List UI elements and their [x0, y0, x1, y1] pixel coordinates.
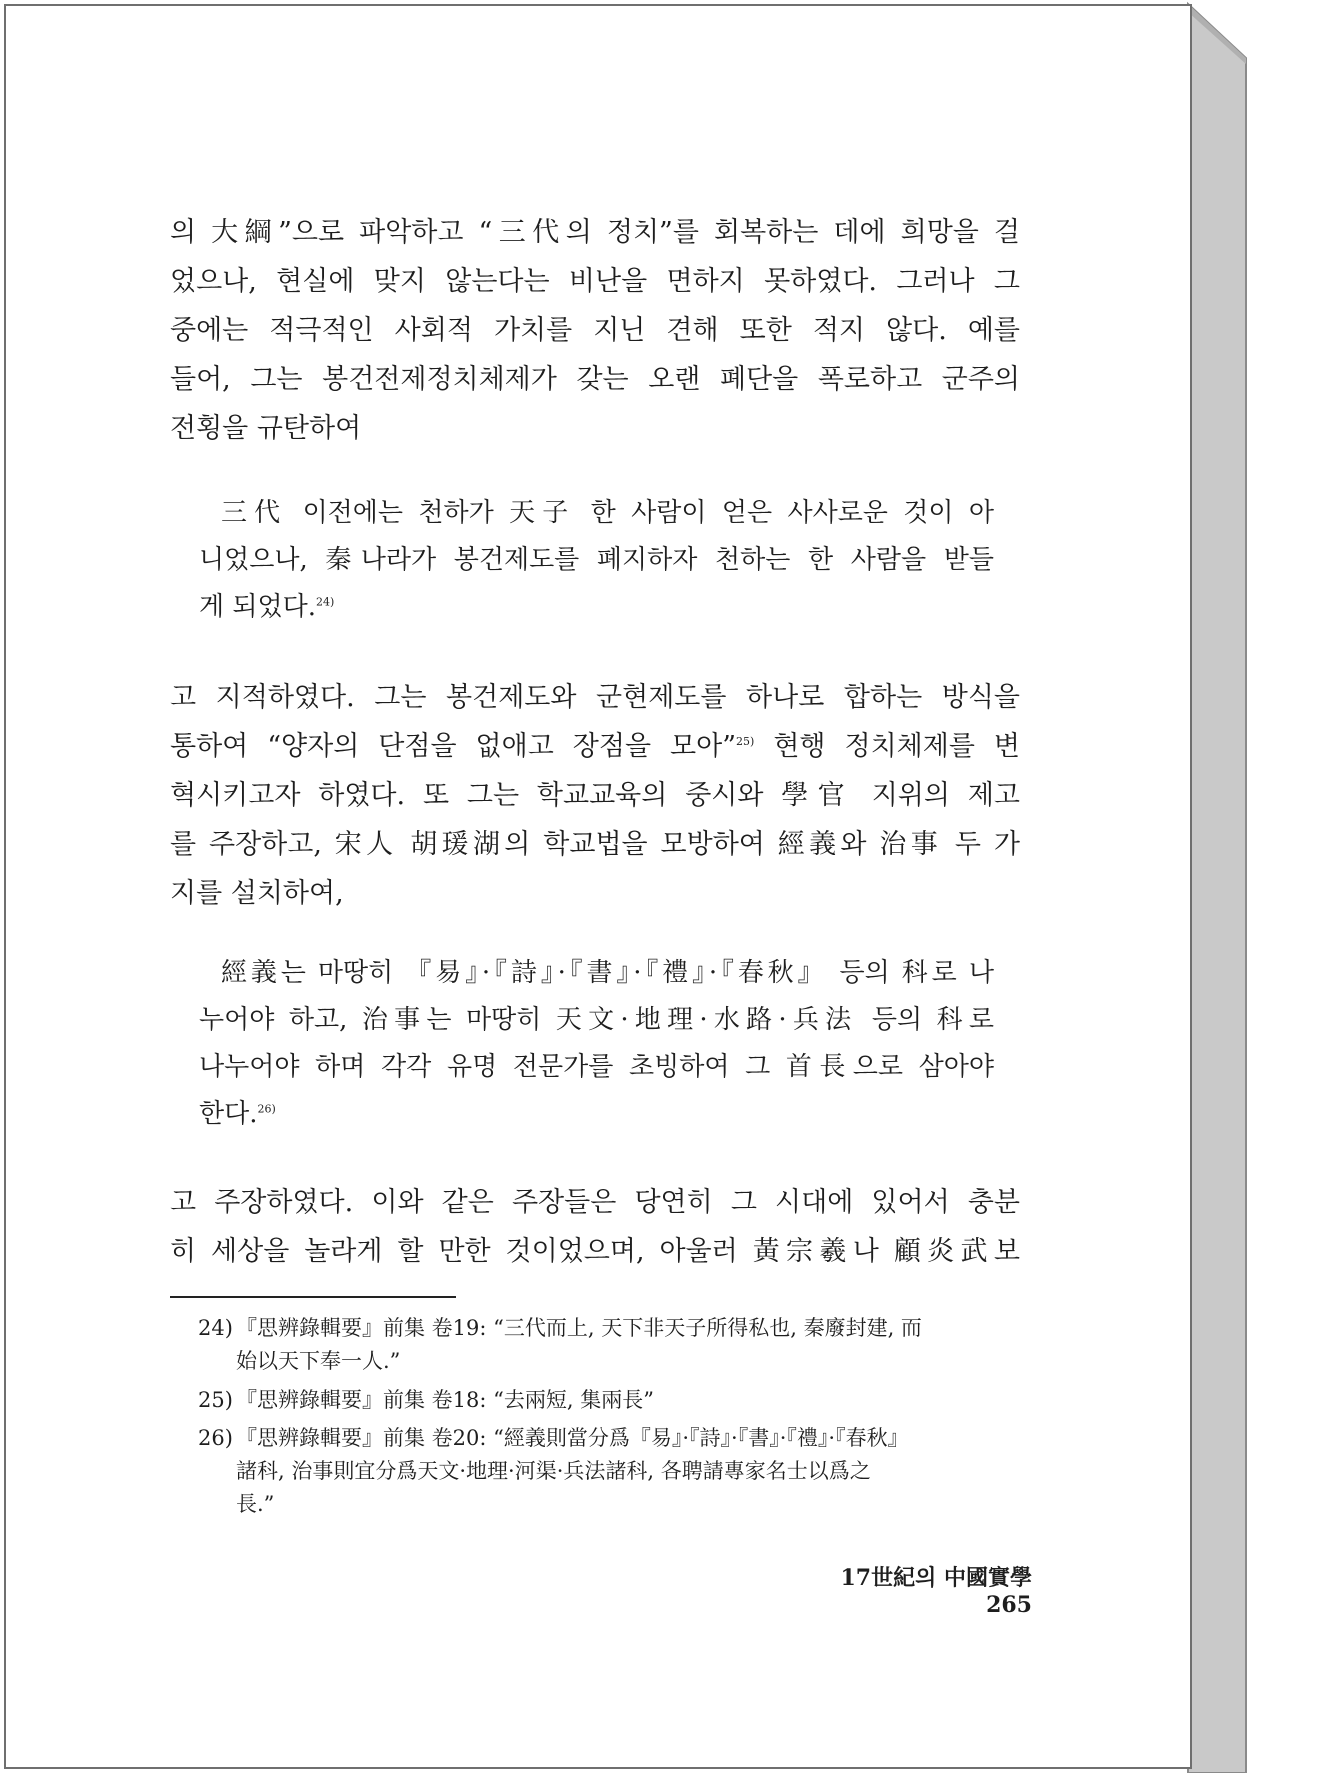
footnote-number: 25)	[198, 1388, 233, 1412]
block-quote-1	[199, 490, 994, 631]
footnote-number: 26)	[198, 1426, 233, 1450]
body-paragraph-2	[170, 673, 1020, 918]
footnote-text: 『思辨錄輯要』前集 卷19: “三代而上, 天下非天子所得私也, 秦廢封建, 而	[236, 1316, 922, 1340]
footnote-text: 諸科, 治事則宜分爲天文·地理·河渠·兵法諸科, 各聘請專家名士以爲之	[236, 1459, 871, 1483]
footnote-text: 長.”	[236, 1492, 275, 1516]
quote-line: 經義는 마땅히 『易』·『詩』·『書』·『禮』·『春秋』 등의 科로 나	[221, 958, 994, 988]
quote-line: 게 되었다.$^{24)}$	[199, 592, 335, 622]
footnote-24	[198, 1312, 1018, 1378]
book-page	[4, 4, 1192, 1769]
body-paragraph-3	[170, 1178, 1020, 1276]
quote-line: 三代 이전에는 천하가 天子 한 사람이 얻은 사사로운 것이 아	[221, 498, 994, 528]
text-line: 히 세상을 놀라게 할 만한 것이었으며, 아울러 黃宗羲나 顧炎武보	[170, 1236, 1020, 1267]
footnote-ref: 25)	[736, 735, 755, 748]
text-line: 의 大綱”으로 파악하고 “三代의 정치”를 회복하는 데에 희망을 걸	[170, 217, 1020, 248]
text-line: 들어, 그는 봉건전제정치체제가 갖는 오랜 폐단을 폭로하고 군주의	[170, 364, 1020, 395]
footnote-25	[198, 1384, 1018, 1417]
footnote-ref: 26)	[257, 1102, 276, 1116]
footnote-text: 始以天下奉一人.”	[236, 1349, 401, 1373]
page-number: 265	[986, 1592, 1032, 1618]
text-line: 고 지적하였다. 그는 봉건제도와 군현제도를 하나로 합하는 방식을	[170, 682, 1020, 713]
quote-line: 니었으나, 秦나라가 봉건제도를 폐지하자 천하는 한 사람을 받들	[199, 545, 994, 575]
text-line: 를 주장하고, 宋人 胡瑗湖의 학교법을 모방하여 經義와 治事 두 가	[170, 829, 1020, 860]
text-line: 중에는 적극적인 사회적 가치를 지닌 견해 또한 적지 않다. 예를	[170, 315, 1020, 346]
footnote-ref: 24)	[316, 595, 335, 609]
text-line: 통하여 “양자의 단점을 없애고 장점을 모아”$^{25)}$ 현행 정치체제를 변	[170, 731, 1020, 762]
text-line: 었으나, 현실에 맞지 않는다는 비난을 면하지 못하였다. 그러나 그	[170, 266, 1020, 297]
running-title: 17世紀의 中國實學	[840, 1565, 1032, 1591]
footnote-26	[198, 1422, 1018, 1521]
page-footer	[776, 1561, 1032, 1618]
text-line: 전횡을 규탄하여	[170, 413, 362, 444]
body-paragraph-1	[170, 208, 1020, 453]
text-line: 고 주장하였다. 이와 같은 주장들은 당연히 그 시대에 있어서 충분	[170, 1187, 1020, 1218]
footnote-text: 『思辨錄輯要』前集 卷18: “去兩短, 集兩長”	[236, 1388, 654, 1412]
text-line: 지를 설치하여,	[170, 878, 344, 909]
text-line: 혁시키고자 하였다. 또 그는 학교교육의 중시와 學官 지위의 제고	[170, 780, 1020, 811]
footnote-number: 24)	[198, 1316, 233, 1340]
quote-line: 한다.$^{26)}$	[199, 1099, 276, 1129]
footnote-text: 『思辨錄輯要』前集 卷20: “經義則當分爲『易』·『詩』·『書』·『禮』·『春秋』	[236, 1426, 909, 1450]
quote-line: 나누어야 하며 각각 유명 전문가를 초빙하여 그 首長으로 삼아야	[199, 1052, 994, 1082]
quote-line: 누어야 하고, 治事는 마땅히 天文·地理·水路·兵法 등의 科로	[199, 1005, 994, 1035]
block-quote-2	[199, 950, 994, 1138]
footnote-divider	[170, 1296, 456, 1298]
